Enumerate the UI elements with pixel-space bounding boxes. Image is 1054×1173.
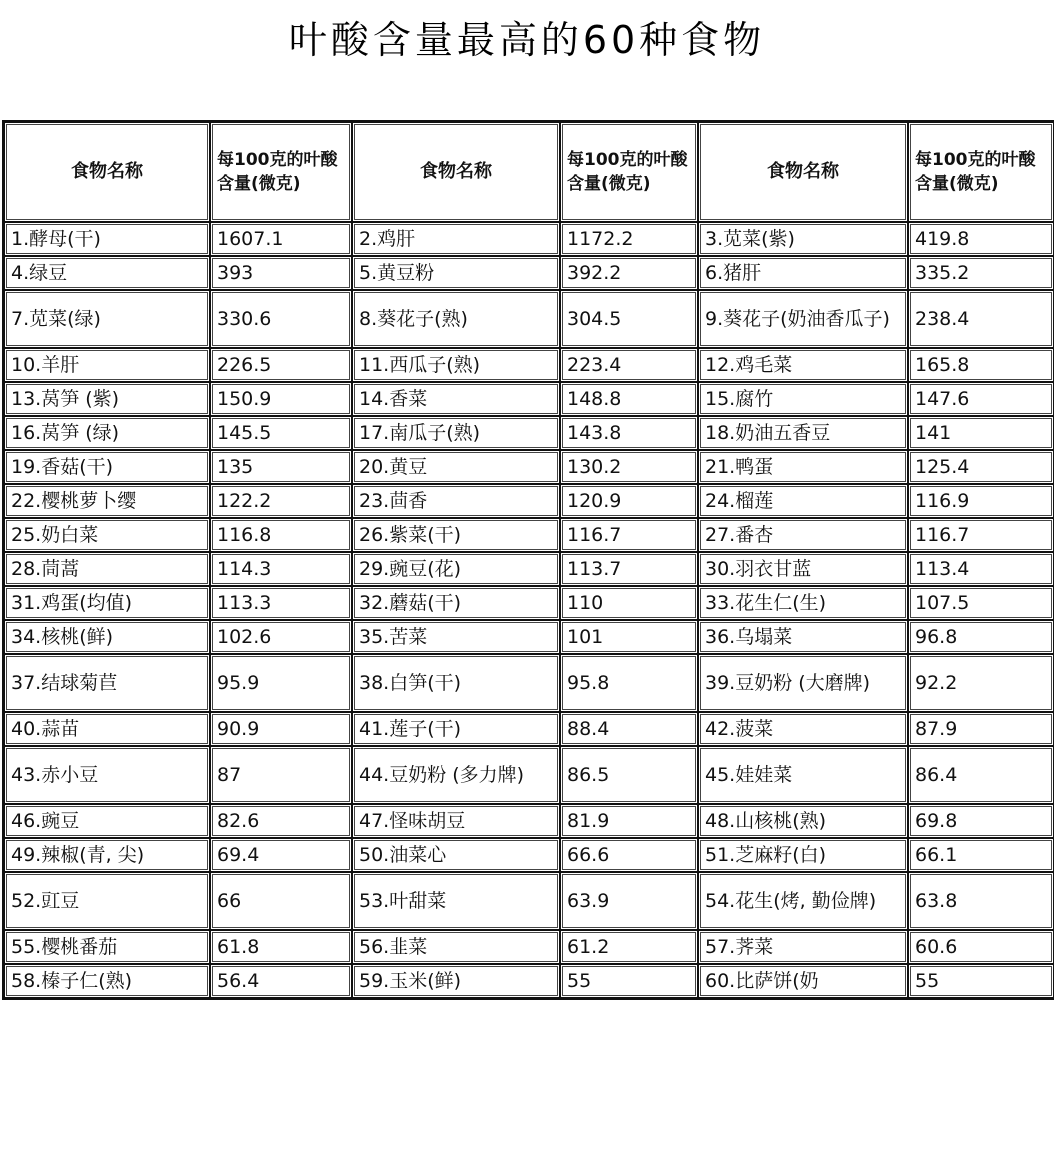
folate-value-cell: 86.4 [908,746,1054,804]
table-row [4,518,1054,552]
folate-value-cell: 113.4 [908,552,1054,586]
food-name-cell: 55.樱桃番茄 [4,930,210,964]
food-name-cell: 44.豆奶粉 (多力牌) [352,746,560,804]
folate-value-cell: 148.8 [560,382,698,416]
folate-value-cell: 63.8 [908,872,1054,930]
folate-value-cell: 82.6 [210,804,352,838]
food-name-cell: 19.香菇(干) [4,450,210,484]
folate-value-cell: 88.4 [560,712,698,746]
table-row [4,450,1054,484]
folate-value-cell: 143.8 [560,416,698,450]
food-name-cell: 27.番杏 [698,518,908,552]
folate-value-cell: 120.9 [560,484,698,518]
folate-value-cell: 125.4 [908,450,1054,484]
food-name-cell: 21.鸭蛋 [698,450,908,484]
folate-value-cell: 226.5 [210,348,352,382]
table-row [4,382,1054,416]
table-row [4,348,1054,382]
folate-value-cell: 55 [560,964,698,998]
folate-value-cell: 147.6 [908,382,1054,416]
table-row [4,712,1054,746]
food-name-cell: 54.花生(烤, 勤俭牌) [698,872,908,930]
folate-value-cell: 61.2 [560,930,698,964]
food-name-cell: 49.辣椒(青, 尖) [4,838,210,872]
folate-value-cell: 223.4 [560,348,698,382]
food-name-cell: 58.榛子仁(熟) [4,964,210,998]
folate-value-cell: 87.9 [908,712,1054,746]
food-name-cell: 42.菠菜 [698,712,908,746]
food-name-cell: 37.结球菊苣 [4,654,210,712]
column-header-food-name: 食物名称 [698,122,908,222]
table-row [4,654,1054,712]
food-name-cell: 51.芝麻籽(白) [698,838,908,872]
folate-value-cell: 135 [210,450,352,484]
folate-value-cell: 116.8 [210,518,352,552]
folate-table-container [2,120,1052,1000]
food-name-cell: 50.油菜心 [352,838,560,872]
food-name-cell: 38.白笋(干) [352,654,560,712]
food-name-cell: 41.莲子(干) [352,712,560,746]
folate-value-cell: 116.9 [908,484,1054,518]
folate-table [2,120,1054,1000]
food-name-cell: 5.黄豆粉 [352,256,560,290]
column-header-folate-amount: 每100克的叶酸含量(微克) [210,122,352,222]
folate-value-cell: 101 [560,620,698,654]
folate-value-cell: 110 [560,586,698,620]
folate-value-cell: 92.2 [908,654,1054,712]
folate-value-cell: 87 [210,746,352,804]
food-name-cell: 20.黄豆 [352,450,560,484]
table-row [4,964,1054,998]
food-name-cell: 48.山核桃(熟) [698,804,908,838]
page-title: 叶酸含量最高的60种食物 [288,18,766,62]
food-name-cell: 33.花生仁(生) [698,586,908,620]
table-row [4,838,1054,872]
table-row [4,256,1054,290]
folate-value-cell: 116.7 [908,518,1054,552]
table-row [4,746,1054,804]
food-name-cell: 60.比萨饼(奶 [698,964,908,998]
food-name-cell: 4.绿豆 [4,256,210,290]
folate-value-cell: 393 [210,256,352,290]
table-row [4,222,1054,256]
food-name-cell: 45.娃娃菜 [698,746,908,804]
table-header-row [4,122,1054,222]
column-header-food-name: 食物名称 [4,122,210,222]
folate-value-cell: 81.9 [560,804,698,838]
food-name-cell: 56.韭菜 [352,930,560,964]
table-row [4,804,1054,838]
food-name-cell: 30.羽衣甘蓝 [698,552,908,586]
table-body [4,222,1054,998]
folate-value-cell: 1172.2 [560,222,698,256]
table-row [4,620,1054,654]
folate-value-cell: 145.5 [210,416,352,450]
food-name-cell: 10.羊肝 [4,348,210,382]
table-row [4,552,1054,586]
food-name-cell: 15.腐竹 [698,382,908,416]
food-name-cell: 57.荠菜 [698,930,908,964]
folate-value-cell: 141 [908,416,1054,450]
food-name-cell: 16.莴笋 (绿) [4,416,210,450]
folate-value-cell: 238.4 [908,290,1054,348]
folate-value-cell: 90.9 [210,712,352,746]
folate-value-cell: 69.8 [908,804,1054,838]
food-name-cell: 25.奶白菜 [4,518,210,552]
folate-value-cell: 69.4 [210,838,352,872]
food-name-cell: 24.榴莲 [698,484,908,518]
food-name-cell: 43.赤小豆 [4,746,210,804]
folate-value-cell: 66.6 [560,838,698,872]
column-header-folate-amount: 每100克的叶酸含量(微克) [560,122,698,222]
folate-value-cell: 330.6 [210,290,352,348]
folate-value-cell: 165.8 [908,348,1054,382]
table-row [4,290,1054,348]
column-header-food-name: 食物名称 [352,122,560,222]
food-name-cell: 59.玉米(鲜) [352,964,560,998]
table-row [4,872,1054,930]
food-name-cell: 36.乌塌菜 [698,620,908,654]
food-name-cell: 23.茴香 [352,484,560,518]
table-row [4,484,1054,518]
folate-value-cell: 60.6 [908,930,1054,964]
food-name-cell: 1.酵母(干) [4,222,210,256]
folate-value-cell: 107.5 [908,586,1054,620]
folate-value-cell: 130.2 [560,450,698,484]
food-name-cell: 29.豌豆(花) [352,552,560,586]
table-row [4,586,1054,620]
food-name-cell: 14.香菜 [352,382,560,416]
folate-value-cell: 113.3 [210,586,352,620]
folate-value-cell: 335.2 [908,256,1054,290]
folate-value-cell: 66 [210,872,352,930]
food-name-cell: 31.鸡蛋(均值) [4,586,210,620]
folate-value-cell: 116.7 [560,518,698,552]
food-name-cell: 28.茼蒿 [4,552,210,586]
folate-value-cell: 61.8 [210,930,352,964]
folate-value-cell: 56.4 [210,964,352,998]
food-name-cell: 22.樱桃萝卜缨 [4,484,210,518]
food-name-cell: 32.蘑菇(干) [352,586,560,620]
food-name-cell: 6.猪肝 [698,256,908,290]
food-name-cell: 34.核桃(鲜) [4,620,210,654]
folate-value-cell: 102.6 [210,620,352,654]
food-name-cell: 47.怪味胡豆 [352,804,560,838]
food-name-cell: 17.南瓜子(熟) [352,416,560,450]
folate-value-cell: 96.8 [908,620,1054,654]
food-name-cell: 53.叶甜菜 [352,872,560,930]
food-name-cell: 13.莴笋 (紫) [4,382,210,416]
food-name-cell: 46.豌豆 [4,804,210,838]
food-name-cell: 12.鸡毛菜 [698,348,908,382]
food-name-cell: 2.鸡肝 [352,222,560,256]
folate-value-cell: 55 [908,964,1054,998]
folate-value-cell: 122.2 [210,484,352,518]
food-name-cell: 8.葵花子(熟) [352,290,560,348]
folate-value-cell: 419.8 [908,222,1054,256]
column-header-folate-amount: 每100克的叶酸含量(微克) [908,122,1054,222]
table-row [4,416,1054,450]
food-name-cell: 18.奶油五香豆 [698,416,908,450]
food-name-cell: 40.蒜苗 [4,712,210,746]
food-name-cell: 52.豇豆 [4,872,210,930]
folate-value-cell: 1607.1 [210,222,352,256]
folate-value-cell: 150.9 [210,382,352,416]
food-name-cell: 35.苦菜 [352,620,560,654]
folate-value-cell: 86.5 [560,746,698,804]
folate-value-cell: 63.9 [560,872,698,930]
food-name-cell: 7.苋菜(绿) [4,290,210,348]
folate-value-cell: 304.5 [560,290,698,348]
food-name-cell: 3.苋菜(紫) [698,222,908,256]
folate-value-cell: 95.9 [210,654,352,712]
folate-value-cell: 113.7 [560,552,698,586]
food-name-cell: 39.豆奶粉 (大磨牌) [698,654,908,712]
table-row [4,930,1054,964]
food-name-cell: 11.西瓜子(熟) [352,348,560,382]
folate-value-cell: 66.1 [908,838,1054,872]
food-name-cell: 26.紫菜(干) [352,518,560,552]
food-name-cell: 9.葵花子(奶油香瓜子) [698,290,908,348]
folate-value-cell: 114.3 [210,552,352,586]
folate-value-cell: 95.8 [560,654,698,712]
folate-value-cell: 392.2 [560,256,698,290]
